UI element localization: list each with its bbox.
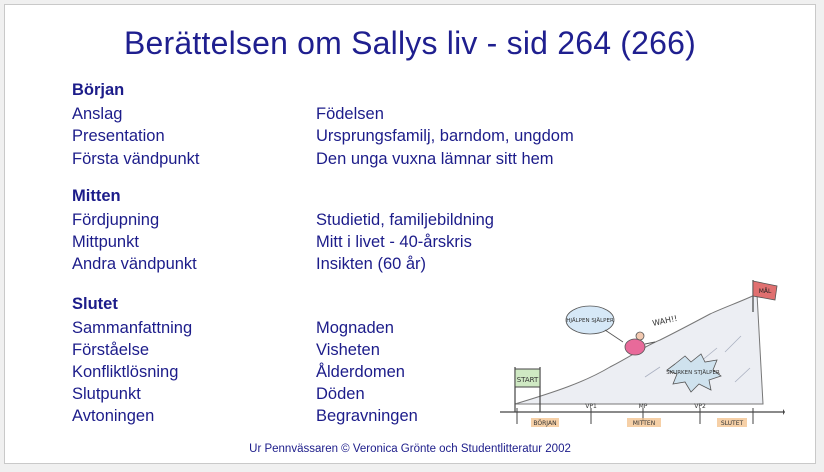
description: Visheten xyxy=(316,341,380,359)
term: Sammanfattning xyxy=(72,319,193,337)
speech-bubble-label: HJÄLPEN SJÄLPER xyxy=(566,318,614,324)
axis-label-slutet: SLUTET xyxy=(720,420,744,427)
section-heading-slutet: Slutet xyxy=(72,295,118,313)
speech-bubble xyxy=(566,306,623,342)
description: Ursprungsfamilj, barndom, ungdom xyxy=(316,127,574,145)
footer-credit: Ur Pennvässaren © Veronica Grönte och Studentlitteratur 2002 xyxy=(249,443,571,455)
description: Insikten (60 år) xyxy=(316,255,427,273)
description: Begravningen xyxy=(316,407,418,425)
list-item xyxy=(5,233,817,255)
list-item xyxy=(5,105,817,127)
description: Födelsen xyxy=(316,105,384,123)
slide-title: Berättelsen om Sallys liv - sid 264 (266) xyxy=(124,25,696,61)
section-heading-mitten: Mitten xyxy=(72,187,121,205)
description: Döden xyxy=(316,385,365,403)
start-sign xyxy=(515,367,540,412)
section-heading-borjan: Början xyxy=(72,81,125,99)
term: Anslag xyxy=(72,105,123,123)
description: Studietid, familjebildning xyxy=(316,211,494,229)
description: Ålderdomen xyxy=(316,363,405,381)
axis-label-borjan: BÖRJAN xyxy=(533,420,557,427)
term: Mittpunkt xyxy=(72,233,139,251)
story-arc-illustration xyxy=(495,272,785,434)
goal-flag-label: MÅL xyxy=(758,288,772,295)
term: Förståelse xyxy=(72,341,150,359)
term: Presentation xyxy=(72,127,165,145)
term: Konfliktlösning xyxy=(72,363,179,381)
list-item xyxy=(5,211,817,233)
term: Första vändpunkt xyxy=(72,150,200,168)
shout-text: WAH!! xyxy=(651,313,679,328)
description: Mognaden xyxy=(316,319,394,337)
axis-label-mitten: MITTEN xyxy=(632,420,656,427)
axis-marker-vp2: VP2 xyxy=(694,403,706,410)
description: Den unga vuxna lämnar sitt hem xyxy=(316,150,554,168)
villain-burst-label: SKURKEN STJÄLPER xyxy=(666,370,720,376)
term: Fördjupning xyxy=(72,211,160,229)
slide xyxy=(4,4,816,464)
list-item xyxy=(5,150,817,172)
term: Slutpunkt xyxy=(72,385,141,403)
term: Andra vändpunkt xyxy=(72,255,197,273)
start-sign-label: START xyxy=(516,376,539,384)
list-item xyxy=(5,127,817,149)
description: Mitt i livet - 40-årskris xyxy=(316,233,472,251)
term: Avtoningen xyxy=(72,407,155,425)
axis-marker-mp: MP xyxy=(638,403,648,410)
axis-marker-vp1: VP1 xyxy=(585,403,597,410)
